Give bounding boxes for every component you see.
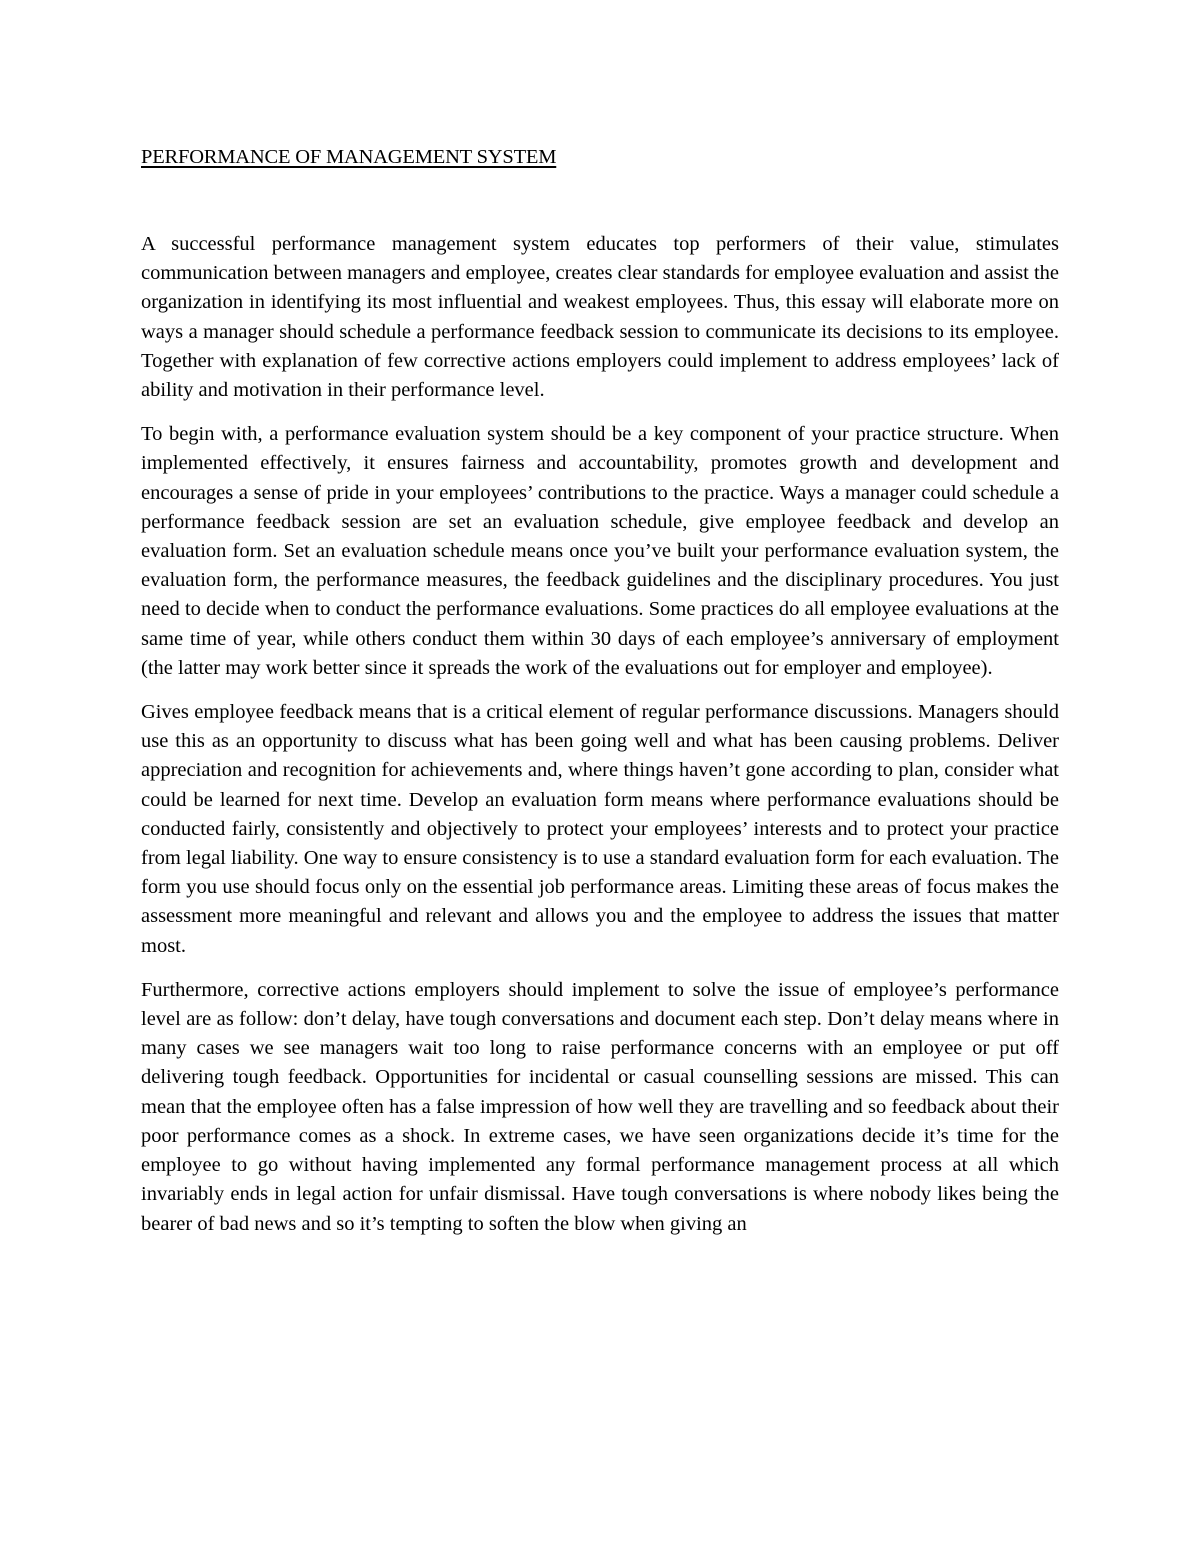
paragraph-introduction: A successful performance management system educates top performers of their value, stimulates communication between managers and employee, creates clear standards for employee evaluation and assist the organization in identifying its most influential and weakest employees. Thus, this essay will elaborate more on ways a manager should schedule a performance feedback session to communicate its decisions to its employee. Together with explanation of few corrective actions employers could implement to address employees’ lack of ability and motivation in their performance level. — [141, 233, 1059, 402]
document-body — [141, 230, 1059, 1254]
paragraph-employee-feedback: Gives employee feedback means that is a critical element of regular performance discussions. Managers should use this as an opportunity to discuss what has been going well and what has been causing problems. Deliver appreciation and recognition for achievements and, where things haven’t gone according to plan, consider what could be learned for next time. Develop an evaluation form means where performance evaluations should be conducted fairly, consistently and objectively to protect your employees’ interests and to protect your practice from legal liability. One way to ensure consistency is to use a standard evaluation form for each evaluation. The form you use should focus only on the essential job performance areas. Limiting these areas of focus makes the assessment more meaningful and relevant and allows you and the employee to address the issues that matter most. — [141, 701, 1059, 957]
document-title: PERFORMANCE OF MANAGEMENT SYSTEM — [141, 146, 557, 168]
paragraph-corrective-actions: Furthermore, corrective actions employers should implement to solve the issue of employee’s performance level are as follow: don’t delay, have tough conversations and document each step. Don’t delay means where in many cases we see managers wait too long to raise performance concerns with an employee or put off delivering tough feedback. Opportunities for incidental or casual counselling sessions are missed. This can mean that the employee often has a false impression of how well they are travelling and so feedback about their poor performance comes as a shock. In extreme cases, we have seen organizations decide it’s time for the employee to go without having implemented any formal performance management process at all which invariably ends in legal action for unfair dismissal. Have tough conversations is where nobody likes being the bearer of bad news and so it’s tempting to soften the blow when giving an — [141, 978, 1059, 1235]
paragraph-evaluation-schedule: To begin with, a performance evaluation system should be a key component of your practice structure. When implemented effectively, it ensures fairness and accountability, promotes growth and development and encourages a sense of pride in your employees’ contributions to the practice. Ways a manager could schedule a performance feedback session are set an evaluation schedule, give employee feedback and develop an evaluation form. Set an evaluation schedule means once you’ve built your performance evaluation system, the evaluation form, the performance measures, the feedback guidelines and the disciplinary procedures. You just need to decide when to conduct the performance evaluations. Some practices do all employee evaluations at the same time of year, while others conduct them within 30 days of each employee’s anniversary of employment (the latter may work better since it spreads the work of the evaluations out for employer and employee). — [141, 423, 1059, 679]
